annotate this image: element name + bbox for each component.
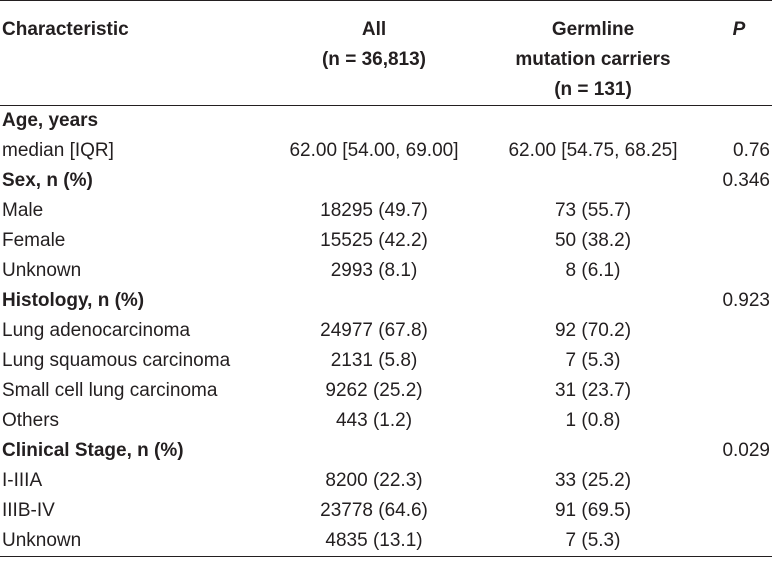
cell-all (262, 166, 486, 196)
table-header (0, 1, 772, 106)
header-p-label: P (732, 19, 746, 40)
cell-p: 0.029 (722, 440, 770, 461)
section-label-age: Age, years (2, 110, 99, 131)
row-label: Small cell lung carcinoma (2, 380, 218, 401)
cell-germline: 1 (0.8) (565, 410, 621, 431)
header-row (0, 1, 772, 106)
cell-all (262, 106, 486, 137)
cell-p: 0.76 (733, 140, 770, 161)
row-label: Female (2, 230, 66, 251)
cell-p (700, 256, 772, 286)
cell-p (700, 226, 772, 256)
cell-p (700, 376, 772, 406)
section-label-histology: Histology, n (%) (2, 290, 145, 311)
section-label-sex: Sex, n (%) (2, 170, 93, 191)
cell-germline: 33 (25.2) (554, 470, 632, 491)
header-germline-line1: Germline (551, 19, 635, 40)
table-row (0, 376, 772, 406)
header-germline-line3: (n = 131) (554, 79, 632, 100)
cell-all: 443 (1.2) (335, 410, 413, 431)
cell-all: 2131 (5.8) (330, 350, 418, 371)
row-label: median [IQR] (2, 140, 114, 161)
header-all-line1: All (361, 19, 387, 40)
row-label: Lung squamous carcinoma (2, 350, 231, 371)
cell-germline (486, 286, 700, 316)
cell-all (262, 436, 486, 466)
row-label: I-IIIA (2, 470, 43, 491)
cell-germline: 8 (6.1) (565, 260, 621, 281)
cell-germline (486, 106, 700, 137)
cell-germline (486, 436, 700, 466)
header-all (262, 1, 486, 106)
cell-germline: 50 (38.2) (554, 230, 632, 251)
table-row (0, 286, 772, 316)
cell-all: 62.00 [54.00, 69.00] (289, 140, 459, 161)
table-row (0, 256, 772, 286)
cell-all: 4835 (13.1) (262, 526, 486, 557)
header-characteristic-label: Characteristic (2, 19, 129, 40)
table-row (0, 436, 772, 466)
row-label: Unknown (0, 526, 262, 557)
cell-all: 8200 (22.3) (325, 470, 423, 491)
table-row (0, 196, 772, 226)
cell-p (700, 196, 772, 226)
table-row (0, 136, 772, 166)
cell-germline: 62.00 [54.75, 68.25] (508, 140, 678, 161)
cell-p (700, 316, 772, 346)
table-row (0, 226, 772, 256)
header-germline-line2: mutation carriers (515, 49, 671, 70)
cell-germline: 7 (5.3) (565, 350, 621, 371)
cell-p (700, 526, 772, 557)
table-row (0, 406, 772, 436)
header-germline (486, 1, 700, 106)
cell-p: 0.923 (722, 290, 770, 311)
cell-p (700, 406, 772, 436)
section-label-clinical-stage: Clinical Stage, n (%) (2, 440, 184, 461)
row-label: IIIB-IV (2, 500, 55, 521)
cell-all: 9262 (25.2) (325, 380, 423, 401)
cell-all: 24977 (67.8) (320, 320, 428, 341)
cell-p: 0.346 (722, 170, 770, 191)
header-characteristic (0, 1, 262, 106)
cell-all: 23778 (64.6) (320, 500, 428, 521)
row-label: Others (2, 410, 60, 431)
cell-all (262, 286, 486, 316)
table-body (0, 106, 772, 557)
cell-germline: 91 (69.5) (554, 500, 632, 521)
table-row (0, 166, 772, 196)
table-row (0, 106, 772, 137)
cell-p (700, 466, 772, 496)
table-row (0, 496, 772, 526)
header-all-line2: (n = 36,813) (321, 49, 427, 70)
cell-p (700, 496, 772, 526)
table-row (0, 316, 772, 346)
cell-germline: 73 (55.7) (554, 200, 632, 221)
cell-p (700, 106, 772, 137)
header-p (700, 1, 772, 106)
cell-p (700, 346, 772, 376)
table-row (0, 526, 772, 557)
cell-germline: 7 (5.3) (486, 526, 700, 557)
cell-germline: 31 (23.7) (554, 380, 632, 401)
row-label: Unknown (2, 260, 82, 281)
row-label: Lung adenocarcinoma (2, 320, 191, 341)
cell-all: 18295 (49.7) (320, 200, 428, 221)
cell-all: 2993 (8.1) (330, 260, 418, 281)
row-label: Male (2, 200, 44, 221)
table-row (0, 346, 772, 376)
table-row (0, 466, 772, 496)
cell-germline (486, 166, 700, 196)
cell-all: 15525 (42.2) (320, 230, 428, 251)
cell-germline: 92 (70.2) (554, 320, 632, 341)
